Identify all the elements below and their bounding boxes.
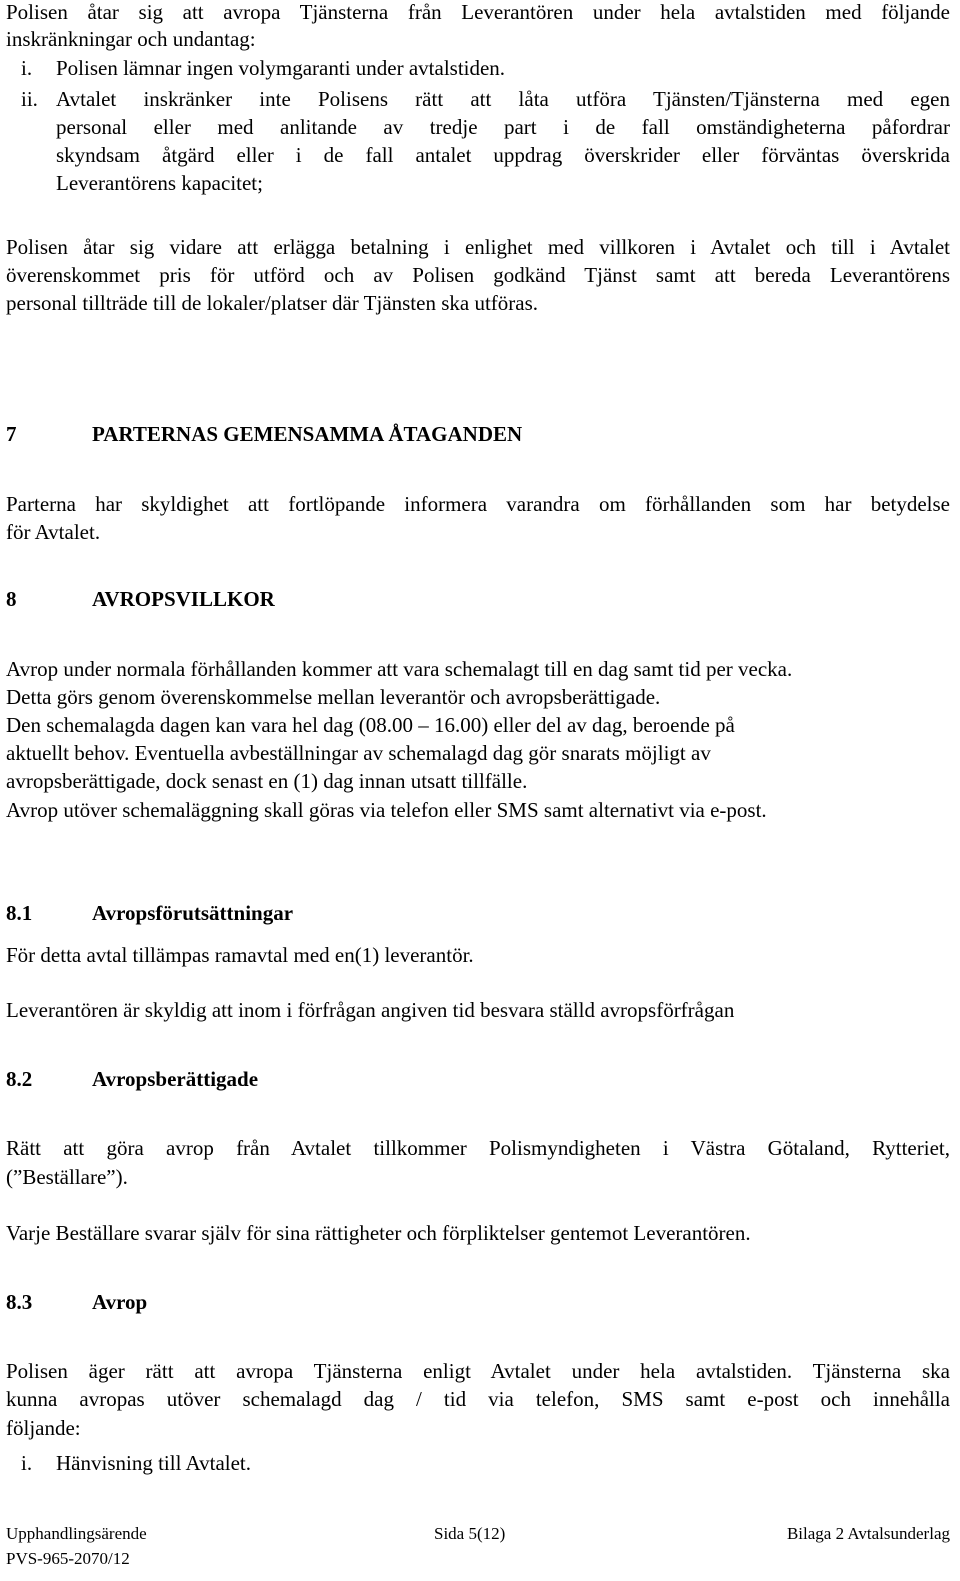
section-8-number: 8 [6,587,17,611]
footer-left-line-2: PVS-965-2070/12 [6,1549,130,1568]
section-8-line-5: avropsberättigade, dock senast en (1) dag innan utsatt tillfälle. [6,769,528,793]
section-8-heading [6,585,275,613]
section-8-2-line-1: Rätt att göra avrop från Avtalet tillkommer Polismyndigheten i Västra Götaland, Rytteriet, [6,1136,950,1160]
section-8-line-4: aktuellt behov. Eventuella avbeställningar av schemalagd dag gör snarats möjligt av [6,741,711,765]
para2-line-2: överenskommet pris för utförd och av Polisen godkänd Tjänst samt att bereda Leverantörens [6,263,950,287]
section-8-line-1: Avrop under normala förhållanden kommer att vara schemalagt till en dag samt tid per vecka. [6,657,793,681]
intro-item-ii-line-4: Leverantörens kapacitet; [56,171,263,195]
footer-left-line-1: Upphandlingsärende [6,1524,147,1543]
section-8-1-line-2: Leverantören är skyldig att inom i förfrågan angiven tid besvara ställd avropsförfrågan [6,998,735,1022]
section-8-line-2: Detta görs genom överenskommelse mellan leverantör och avropsberättigade. [6,685,661,709]
section-8-3-item-i-marker: i. [21,1451,33,1475]
section-8-2-line-2: (”Beställare”). [6,1165,128,1189]
section-8-1-line-1: För detta avtal tillämpas ramavtal med en(1) leverantör. [6,943,474,967]
intro-item-i-marker: i. [21,56,33,80]
section-8-2-line-3: Varje Beställare svarar själv för sina rättigheter och förpliktelser gentemot Leverantören. [6,1221,751,1245]
section-7-heading [6,420,522,448]
intro-line-1: Polisen åtar sig att avropa Tjänsterna från Leverantören under hela avtalstiden med följande [6,0,950,24]
section-8-1-number: 8.1 [6,901,33,925]
para2-line-3: personal tillträde till de lokaler/platser där Tjänsten ska utföras. [6,291,539,315]
document-page [6,0,950,1581]
intro-item-ii-line-1: Avtalet inskränker inte Polisens rätt att låta utföra Tjänsten/Tjänsterna med egen [56,87,950,111]
section-8-1-title: Avropsförutsättningar [92,901,294,925]
section-8-2-title: Avropsberättigade [92,1067,259,1091]
intro-item-ii-marker: ii. [21,87,38,111]
footer-page-number: Sida 5(12) [434,1524,506,1543]
section-8-1-heading [6,899,293,927]
section-7-number: 7 [6,422,17,446]
section-8-3-line-2: kunna avropas utöver schemalagd dag / tid via telefon, SMS samt e-post och innehålla [6,1387,950,1411]
section-8-3-item-i-text: Hänvisning till Avtalet. [56,1451,252,1475]
section-7-line-1: Parterna har skyldighet att fortlöpande informera varandra om förhållanden som har betydelse [6,492,950,516]
section-8-3-line-3: följande: [6,1416,81,1440]
section-7-title: PARTERNAS GEMENSAMMA ÅTAGANDEN [92,422,523,446]
section-8-2-number: 8.2 [6,1067,33,1091]
section-8-3-title: Avrop [92,1290,148,1314]
section-8-3-heading [6,1288,147,1316]
section-7-line-2: för Avtalet. [6,520,101,544]
intro-item-i-text: Polisen lämnar ingen volymgaranti under avtalstiden. [56,56,506,80]
section-8-line-3: Den schemalagda dagen kan vara hel dag (08.00 – 16.00) eller del av dag, beroende på [6,713,735,737]
section-8-title: AVROPSVILLKOR [92,587,275,611]
section-8-3-number: 8.3 [6,1290,33,1314]
footer-right: Bilaga 2 Avtalsunderlag [786,1524,950,1543]
intro-line-2: inskränkningar och undantag: [6,27,256,51]
intro-item-ii-line-3: skyndsam åtgärd eller i de fall antalet uppdrag överskrider eller förväntas överskrida [56,143,950,167]
section-8-line-6: Avrop utöver schemaläggning skall göras via telefon eller SMS samt alternativt via e-post. [6,798,767,822]
section-8-2-heading [6,1065,258,1093]
para2-line-1: Polisen åtar sig vidare att erlägga betalning i enlighet med villkoren i Avtalet och till i Avtalet [6,235,950,259]
intro-item-ii-line-2: personal eller med anlitande av tredje part i de fall omständigheterna påfordrar [56,115,950,139]
section-8-3-line-1: Polisen äger rätt att avropa Tjänsterna enligt Avtalet under hela avtalstiden. Tjänsterna ska [6,1359,950,1383]
